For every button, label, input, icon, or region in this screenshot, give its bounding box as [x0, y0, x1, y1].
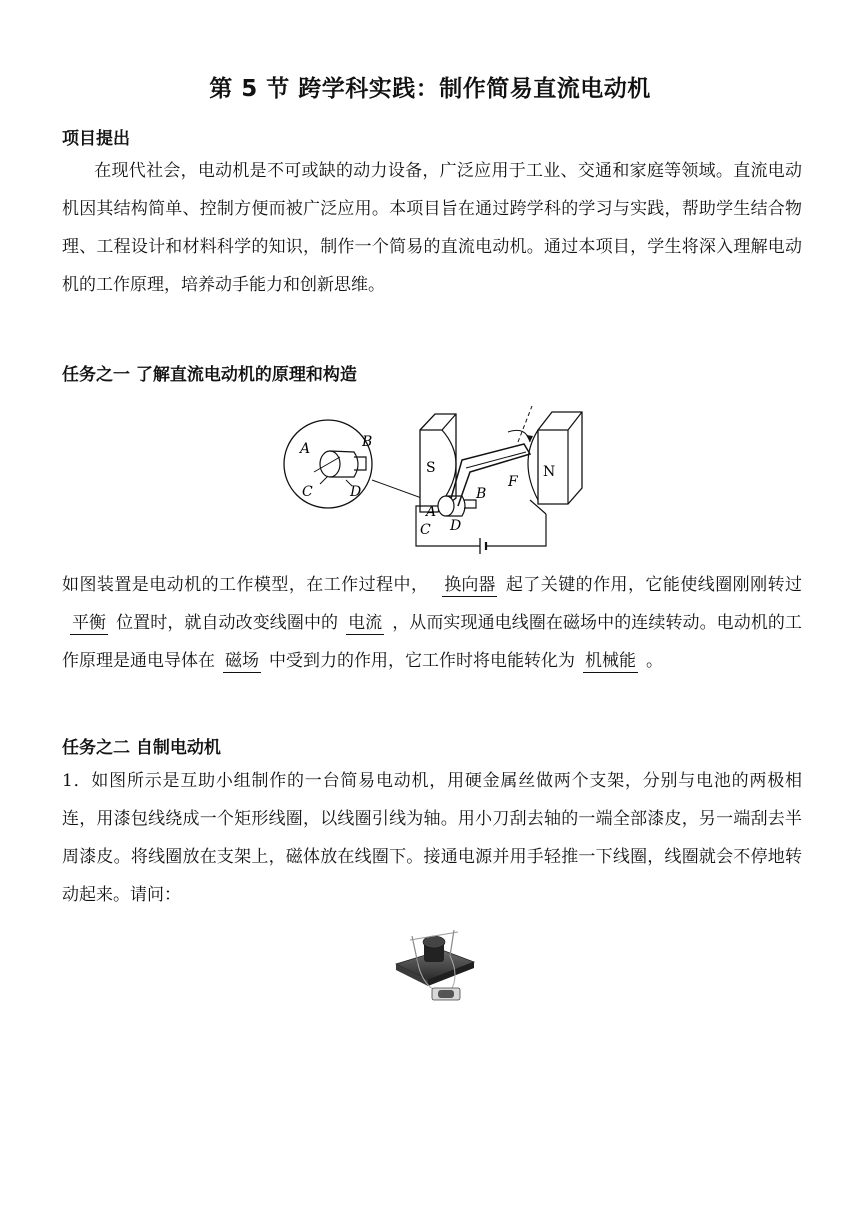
- label-f: F: [508, 474, 518, 490]
- magnet-n: [538, 412, 582, 504]
- task1-heading: 任务之一 了解直流电动机的原理和构造: [62, 365, 357, 385]
- motor-diagram: [280, 402, 585, 554]
- task1-text-2: 起了关键的作用，它能使线圈刚刚转过: [505, 575, 803, 595]
- label-d-mag: D: [350, 484, 362, 500]
- battery: [438, 990, 454, 998]
- label-a: A: [426, 504, 437, 520]
- label-c-mag: C: [302, 484, 313, 500]
- brush-b: [464, 500, 476, 508]
- answer-current: 电流: [348, 613, 383, 633]
- leader-c: [320, 476, 328, 484]
- task1-text-3: 位置时，就自动改变线圈中的: [116, 613, 339, 633]
- project-paragraph: [62, 152, 802, 304]
- answer-mechanical-energy: 机械能: [585, 651, 636, 671]
- label-c: C: [420, 522, 431, 538]
- task1-paragraph: [62, 566, 802, 680]
- wire-right: [486, 514, 546, 546]
- answer-commutator: 换向器: [444, 575, 496, 595]
- label-d: D: [450, 518, 462, 534]
- label-s: S: [426, 460, 436, 476]
- answer-magnetic-field: 磁场: [225, 651, 259, 671]
- task1-text-4: ，从而实现通电线圈在磁场中的连续转动。电动机的工作原理是通电导体在: [62, 613, 803, 671]
- label-b: B: [476, 486, 487, 502]
- commutator-left: [320, 451, 340, 477]
- page-title: 第 5 节 跨学科实践：制作简易直流电动机: [209, 76, 651, 102]
- coil-photo: [423, 936, 445, 948]
- task1-text-6: 。: [646, 651, 663, 671]
- support-right: [450, 930, 454, 956]
- axis-line: [314, 457, 340, 472]
- task2-heading: 任务之二 自制电动机: [62, 738, 221, 758]
- commutator-body: [330, 451, 358, 477]
- label-n: N: [543, 464, 556, 480]
- homemade-motor-photo: [388, 920, 480, 1010]
- label-a-mag: A: [300, 441, 311, 457]
- brush-b-mag: [354, 457, 366, 470]
- coil-inner: [466, 452, 526, 468]
- task1-text-5: 中受到力的作用，它工作时将电能转化为: [269, 651, 575, 671]
- answer-balance: 平衡: [72, 613, 106, 633]
- task1-text-1: 如图装置是电动机的工作模型，在工作过程中，: [62, 575, 429, 595]
- project-text: 在现代社会，电动机是不可或缺的动力设备，广泛应用于工业、交通和家庭等领域。直流电动机因其结构简单、控制方便而被广泛应用。本项目旨在通过跨学科的学习与实践，帮助学生结合物理、工程设计和材料科学的知识，制作一个简易的直流电动机。通过本项目，学生将深入理解电动机的工作原理，培养动手能力和创新思维。: [62, 161, 802, 295]
- commutator: [438, 496, 454, 516]
- question-1: 1．如图所示是互助小组制作的一台简易电动机，用硬金属丝做两个支架，分别与电池的两极相连，用漆包线绕成一个矩形线圈，以线圈引线为轴。用小刀刮去轴的一端全部漆皮，另一端刮去半周漆皮。将线圈放在支架上，磁体放在线圈下。接通电源并用手轻推一下线圈，线圈就会不停地转动起来。请问：: [62, 771, 802, 905]
- label-b-mag: B: [362, 434, 373, 450]
- section-heading-project: 项目提出: [62, 129, 130, 149]
